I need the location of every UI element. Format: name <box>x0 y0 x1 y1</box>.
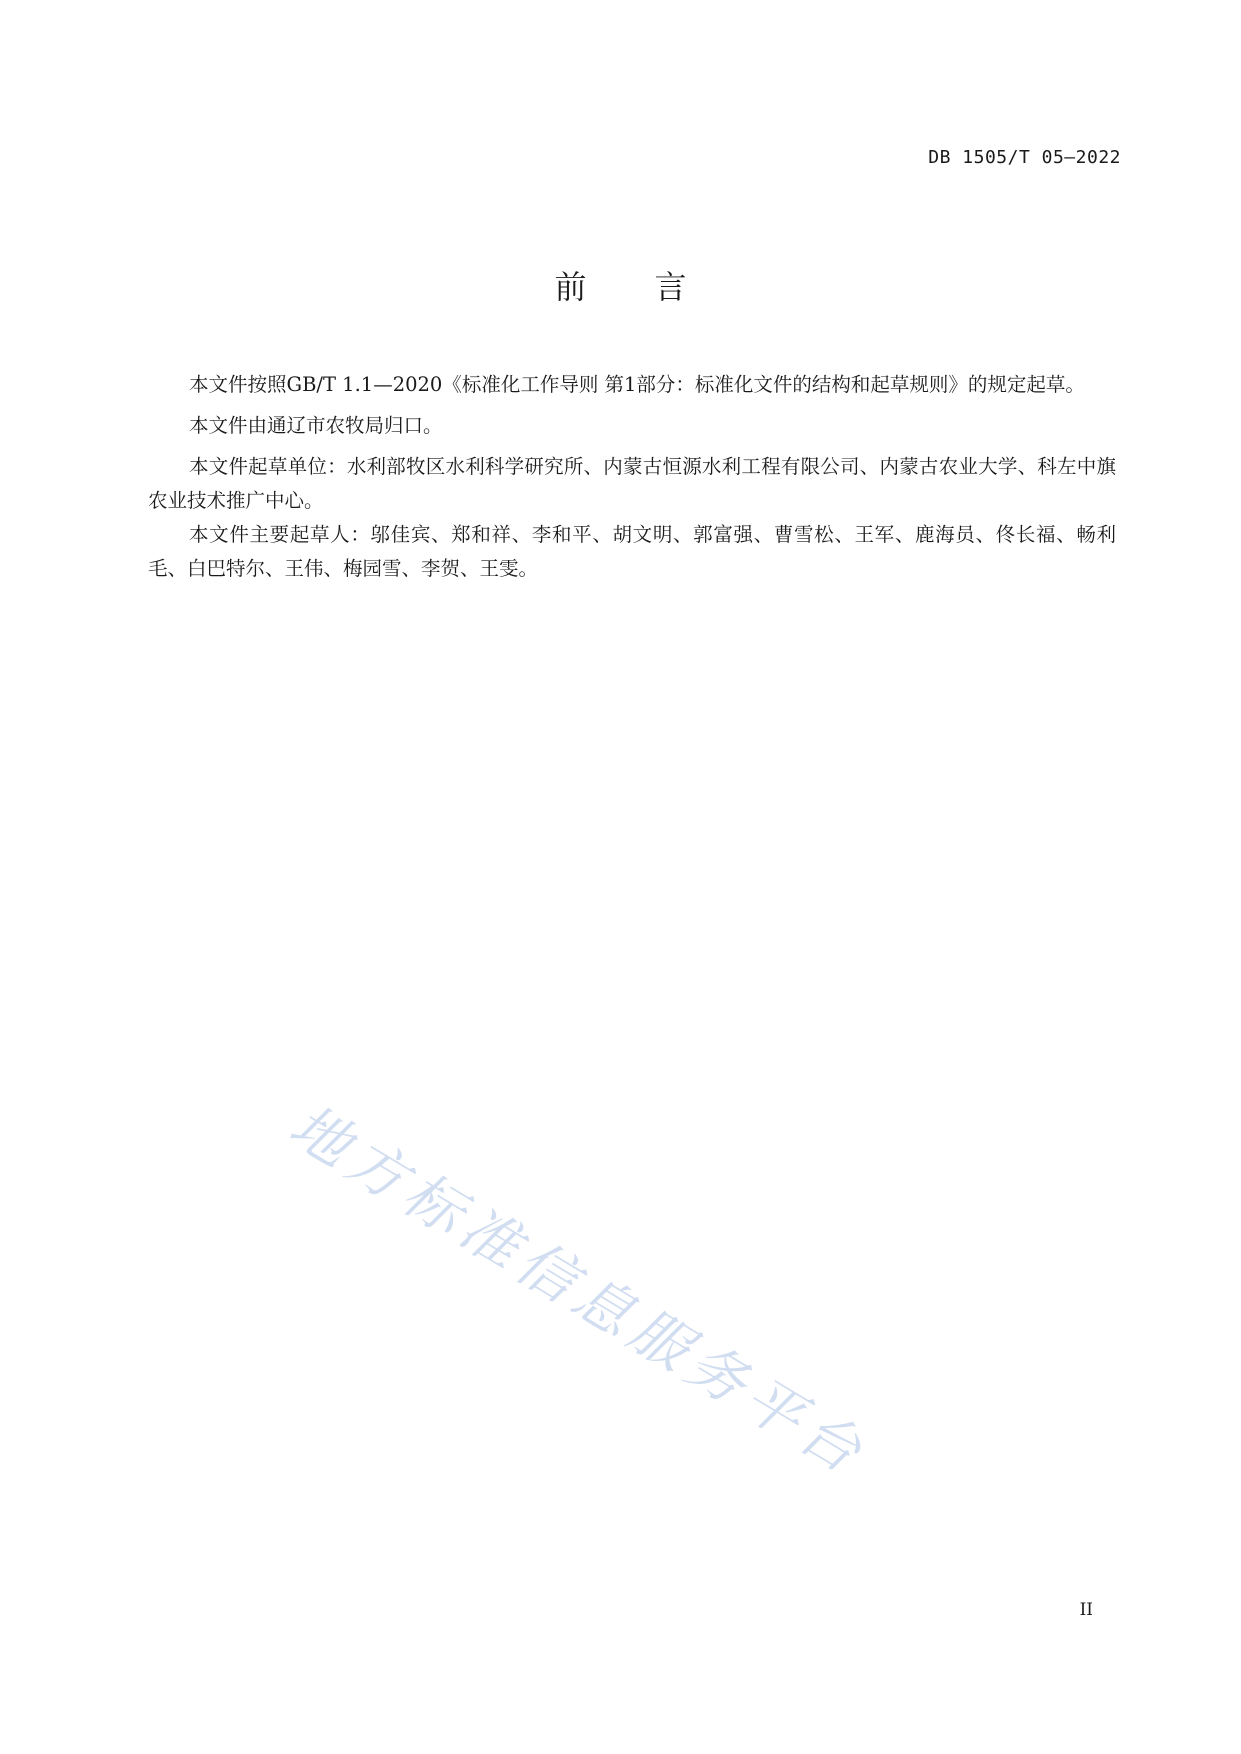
title-char-2: 言 <box>654 268 687 306</box>
foreword-body <box>148 368 1116 586</box>
title-char-1: 前 <box>554 268 587 306</box>
paragraph-drafters: 本文件主要起草人：邬佳宾、郑和祥、李和平、胡文明、郭富强、曹雪松、王军、鹿海员、佟长福、畅利毛、白巴特尔、王伟、梅园雪、李贺、王雯。 <box>148 523 1116 580</box>
page-title <box>0 262 1241 308</box>
paragraph-drafting-rules: 本文件按照GB/T 1.1—2020《标准化工作导则 第1部分：标准化文件的结构和起草规则》的规定起草。 <box>189 373 1085 396</box>
page-number: II <box>1079 1600 1093 1620</box>
paragraph-drafting-units: 本文件起草单位：水利部牧区水利科学研究所、内蒙古恒源水利工程有限公司、内蒙古农业大学、科左中旗农业技术推广中心。 <box>148 455 1116 512</box>
paragraph-responsible-unit: 本文件由通辽市农牧局归口。 <box>189 414 443 437</box>
watermark: 地方标准信息服务平台 <box>278 1091 880 1490</box>
document-code: DB 1505/T 05—2022 <box>928 147 1121 168</box>
